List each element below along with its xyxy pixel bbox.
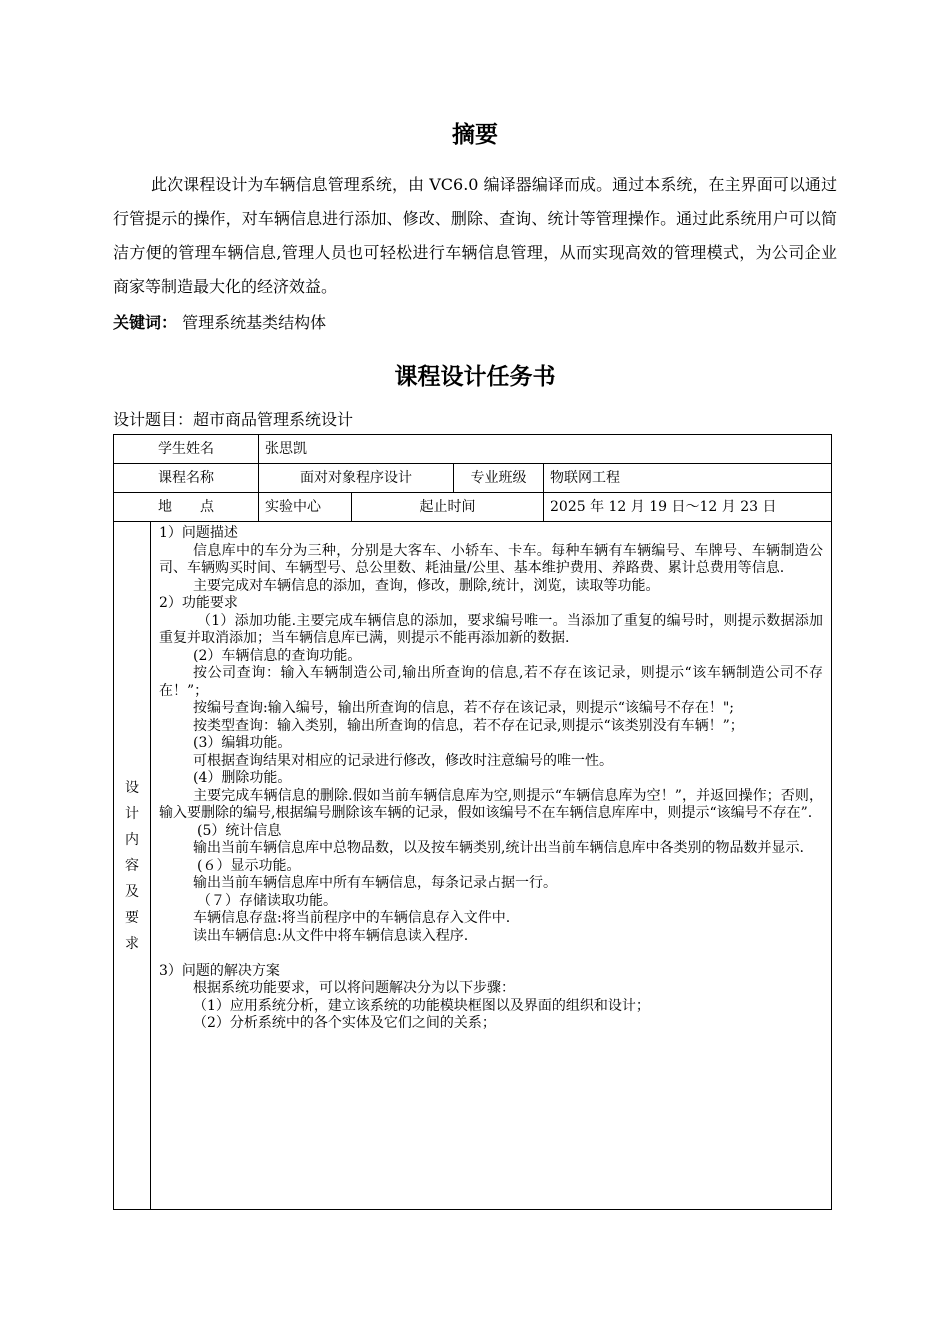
content-paragraph: 按类型查询：输入类别，输出所查询的信息，若不存在记录,则提示“该类别没有车辆！”； <box>193 717 744 734</box>
content-paragraph: 2）功能要求 <box>159 595 238 611</box>
content-paragraph: 1）问题描述 <box>159 525 238 541</box>
content-paragraph: (2）车辆信息的查询功能。 <box>193 647 362 664</box>
section-char: 及 <box>125 883 139 900</box>
place-label: 地 点 <box>114 493 259 522</box>
design-topic: 设计题目：超市商品管理系统设计 <box>113 410 354 429</box>
section-char: 要 <box>125 909 139 926</box>
course-value: 面对对象程序设计 <box>259 464 454 493</box>
content-paragraph: 主要完成车辆信息的删除.假如当前车辆信息库为空,则提示“车辆信息库为空！”，并返回操作；否则，输入要删除的编号,根据编号删除该车辆的记录，假如该编号不在车辆信息库库中，则提示“该编号不存在”. <box>159 787 823 821</box>
content-paragraph: 信息库中的车分为三种，分别是大客车、小轿车、卡车。每种车辆有车辆编号、车牌号、车辆制造公司、车辆购买时间、车辆型号、总公里数、耗油量/公里、基本维护费用、养路费、累计总费用等信息. <box>159 542 823 576</box>
content-paragraph: （1）添加功能.主要完成车辆信息的添加，要求编号唯一。当添加了重复的编号时，则提示数据添加重复并取消添加；当车辆信息库已满，则提示不能再添加新的数据. <box>159 612 823 646</box>
section-char: 内 <box>125 831 139 848</box>
time-value: 2025 年 12 月 19 日～12 月 23 日 <box>544 493 832 522</box>
content-paragraph: 按公司查询：输入车辆制造公司,输出所查询的信息,若不存在该记录，则提示“该车辆制造公司不存在！”； <box>159 665 823 699</box>
keywords-text: 管理系统基类结构体 <box>182 313 327 332</box>
content-paragraph: 读出车辆信息:从文件中将车辆信息读入程序. <box>193 927 469 944</box>
content-paragraph: 输出当前车辆信息库中总物品数，以及按车辆类别,统计出当前车辆信息库中各类别的物品数并显示. <box>193 840 804 856</box>
section-char: 计 <box>125 805 139 822</box>
content-paragraph: 主要完成对车辆信息的添加，查询，修改，删除,统计，浏览，读取等功能。 <box>193 577 660 594</box>
time-label: 起止时间 <box>352 493 544 522</box>
row-content <box>114 522 832 1210</box>
content-paragraph: (６）显示功能。 <box>197 857 301 874</box>
abstract-body: 此次课程设计为车辆信息管理系统，由 VC6.0 编译器编译而成。通过本系统，在主界面可以通过行管提示的操作，对车辆信息进行添加、修改、删除、查询、统计等管理操作。通过此系统用户可以简洁方便的管理车辆信息,管理人员也可轻松进行车辆信息管理，从而实现高效的管理模式，为公司企业商家等制造最大化的经济效益。 <box>113 175 837 296</box>
content-paragraph: 车辆信息存盘:将当前程序中的车辆信息存入文件中. <box>193 910 511 926</box>
row-student <box>114 435 832 464</box>
content-paragraph: （７）存储读取功能。 <box>197 892 337 909</box>
design-requirements <box>151 522 832 1210</box>
content-paragraph: 按编号查询:输入编号，输出所查询的信息，若不存在该记录，则提示“该编号不存在！"; <box>193 700 735 716</box>
class-label: 专业班级 <box>454 464 544 493</box>
student-label: 学生姓名 <box>114 435 259 464</box>
student-value: 张思凯 <box>259 435 832 464</box>
content-paragraph: (5）统计信息 <box>197 822 282 839</box>
content-paragraph: 输出当前车辆信息库中所有车辆信息，每条记录占据一行。 <box>193 875 557 891</box>
keywords-label: 关键词： <box>113 313 178 332</box>
content-paragraph: 3）问题的解决方案 <box>159 962 280 979</box>
section-char: 设 <box>125 779 139 796</box>
content-paragraph: 可根据查询结果对相应的记录进行修改，修改时注意编号的唯一性。 <box>193 752 613 769</box>
task-title: 课程设计任务书 <box>394 364 556 390</box>
task-table <box>113 434 832 1210</box>
course-label: 课程名称 <box>114 464 259 493</box>
keywords-line <box>113 306 837 340</box>
section-label <box>114 522 151 1210</box>
row-place <box>114 493 832 522</box>
content-paragraph: （1）应用系统分析，建立该系统的功能模块框图以及界面的组织和设计； <box>193 997 650 1014</box>
row-course <box>114 464 832 493</box>
content-paragraph: （2）分析系统中的各个实体及它们之间的关系； <box>193 1015 496 1031</box>
abstract-title: 摘要 <box>452 122 498 148</box>
content-paragraph: 根据系统功能要求，可以将问题解决分为以下步骤： <box>193 980 515 996</box>
content-paragraph: (3）编辑功能。 <box>193 735 292 751</box>
section-char: 容 <box>125 857 139 874</box>
blank-line <box>159 945 823 963</box>
class-value: 物联网工程 <box>544 464 832 493</box>
section-char: 求 <box>125 935 139 952</box>
place-value: 实验中心 <box>259 493 352 522</box>
content-paragraph: (4）删除功能。 <box>193 770 292 786</box>
